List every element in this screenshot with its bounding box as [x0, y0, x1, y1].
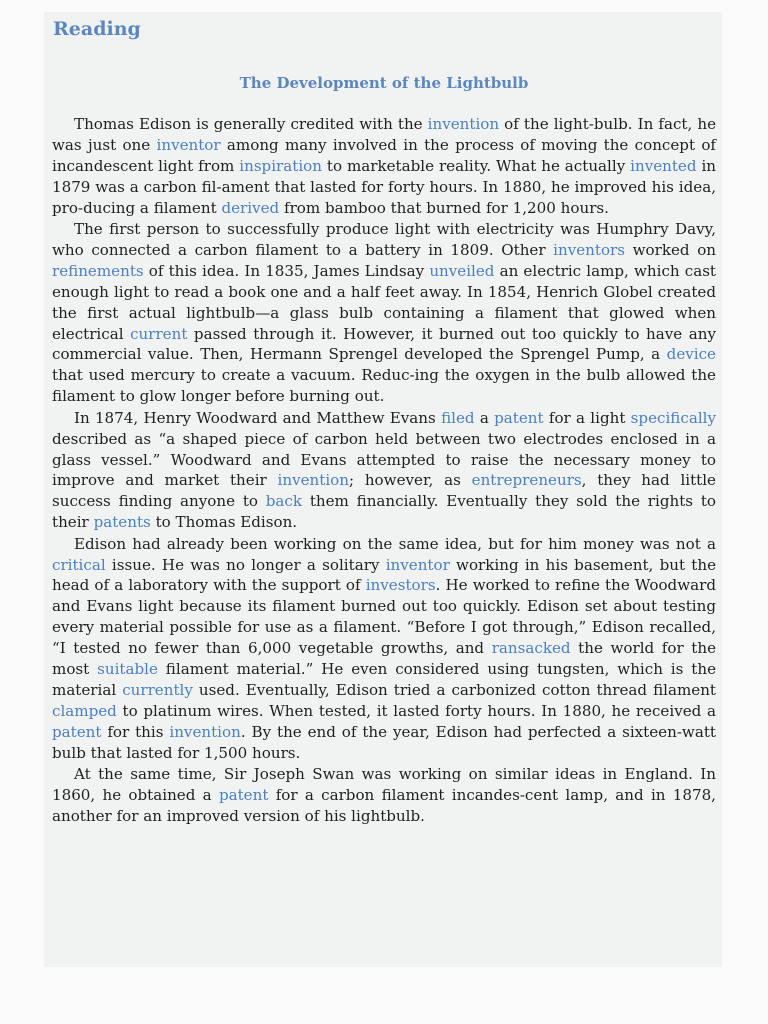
- vocabulary-word: entrepreneurs: [471, 471, 582, 490]
- vocabulary-word: invention: [277, 471, 349, 490]
- text-run: for this: [101, 722, 170, 741]
- text-run: The first person to successfully produce light with electricity was Humphry Davy, who connected a carbon filament to a battery in 1809. Other: [52, 220, 721, 259]
- vocabulary-word: inventors: [553, 240, 626, 259]
- vocabulary-word: currently: [122, 680, 193, 699]
- text-run: of this idea. In 1835, James Lindsay: [143, 261, 430, 280]
- text-run: to Thomas Edison.: [150, 513, 298, 532]
- text-run: that used mercury to create a vacuum. Reduc-ing the oxygen in the bulb allowed the filament to glow longer before burning out.: [52, 345, 721, 406]
- vocabulary-word: derived: [221, 198, 280, 217]
- text-run: Edison had already been working on the same idea, but for him money was not a: [74, 534, 721, 553]
- text-run: to platinum wires. When tested, it lasted forty hours. In 1880, he received a: [116, 701, 721, 720]
- article-title: The Development of the Lightbulb: [239, 74, 529, 92]
- text-run: an electric lamp, which cast enough light to read a book one and a half feet away. In 1854, Henrich Globel created the first actual lightbulb—a glass bulb containing a filament that glowed when electrical: [52, 261, 721, 343]
- vocabulary-word: invention: [169, 722, 241, 741]
- text-run: from bamboo that burned for 1,200 hours.: [279, 198, 609, 217]
- text-run: filament material.” He even considered using tungsten, which is the material: [52, 660, 721, 699]
- vocabulary-word: inventor: [156, 135, 221, 154]
- text-run: of the light-bulb. In fact, he was just one: [52, 115, 721, 154]
- text-run: working in his basement, but the head of a laboratory with the support of: [52, 555, 721, 595]
- paragraph: [52, 764, 721, 827]
- text-run: issue. He was no longer a solitary: [105, 555, 386, 574]
- vocabulary-word: suitable: [97, 660, 158, 679]
- vocabulary-word: critical: [52, 555, 106, 574]
- text-run: for a light: [543, 408, 631, 427]
- text-run: passed through it. However, it burned out too quickly to have any commercial value. Then, Hermann Sprengel developed the Sprengel Pump, a: [52, 324, 721, 364]
- text-run: ; however, as: [348, 471, 472, 490]
- text-run: , they had little success finding anyone to: [52, 471, 721, 511]
- paragraph: [52, 534, 721, 764]
- vocabulary-word: invented: [630, 156, 697, 175]
- article-body: [52, 114, 721, 827]
- vocabulary-word: patents: [93, 513, 151, 532]
- vocabulary-word: back: [265, 492, 303, 511]
- vocabulary-word: device: [666, 345, 716, 364]
- text-run: to marketable reality. What he actually: [321, 156, 631, 175]
- vocabulary-word: filed: [441, 408, 475, 427]
- text-run: a: [474, 408, 495, 427]
- text-run: worked on: [625, 240, 721, 259]
- text-run: At the same time, Sir Joseph Swan was working on similar ideas in England. In 1860, he obtained a: [52, 765, 721, 804]
- text-run: . By the end of the year, Edison had perfected a sixteen-watt bulb that lasted for 1,500 hours.: [52, 722, 721, 762]
- vocabulary-word: patent: [218, 786, 269, 804]
- vocabulary-word: ransacked: [491, 639, 571, 658]
- vocabulary-word: clamped: [52, 701, 117, 720]
- vocabulary-word: investors: [365, 576, 436, 595]
- vocabulary-word: unveiled: [429, 261, 495, 280]
- section-label: Reading: [53, 18, 141, 40]
- text-run: In 1874, Henry Woodward and Matthew Evans: [74, 408, 442, 427]
- paragraph: [52, 219, 721, 407]
- text-run: the world for the most: [52, 639, 721, 679]
- text-run: them financially. Eventually they sold the rights to their: [52, 492, 721, 532]
- vocabulary-word: inventor: [385, 555, 450, 574]
- paragraph: [52, 114, 721, 219]
- text-run: . He worked to refine the Woodward and Evans light because its filament burned out too quickly. Edison set about testing every material possible for use as a filament. “Before I got through,” Edison recalled, “I tested no fewer than 6,000 vegetable growths, and: [52, 576, 721, 658]
- text-run: Thomas Edison is generally credited with the: [74, 115, 428, 133]
- text-run: in 1879 was a carbon fil-ament that lasted for forty hours. In 1880, he improved his idea, pro-ducing a filament: [52, 156, 721, 217]
- text-run: used. Eventually, Edison tried a carbonized cotton thread filament: [192, 680, 721, 699]
- text-run: described as “a shaped piece of carbon held between two electrodes enclosed in a glass vessel.” Woodward and Evans attempted to raise the necessary money to improve and market their: [52, 408, 721, 490]
- text-run: for a carbon filament incandes-cent lamp, and in 1878, another for an improved version of his lightbulb.: [52, 786, 721, 825]
- vocabulary-word: current: [130, 324, 188, 343]
- vocabulary-word: invention: [427, 115, 500, 133]
- vocabulary-word: specifically: [630, 408, 716, 427]
- paragraph: [52, 408, 721, 533]
- vocabulary-word: inspiration: [239, 156, 322, 175]
- vocabulary-word: patent: [52, 722, 102, 741]
- vocabulary-word: patent: [494, 408, 544, 427]
- text-run: among many involved in the process of moving the concept of incandescent light from: [52, 135, 721, 175]
- vocabulary-word: refinements: [52, 261, 144, 280]
